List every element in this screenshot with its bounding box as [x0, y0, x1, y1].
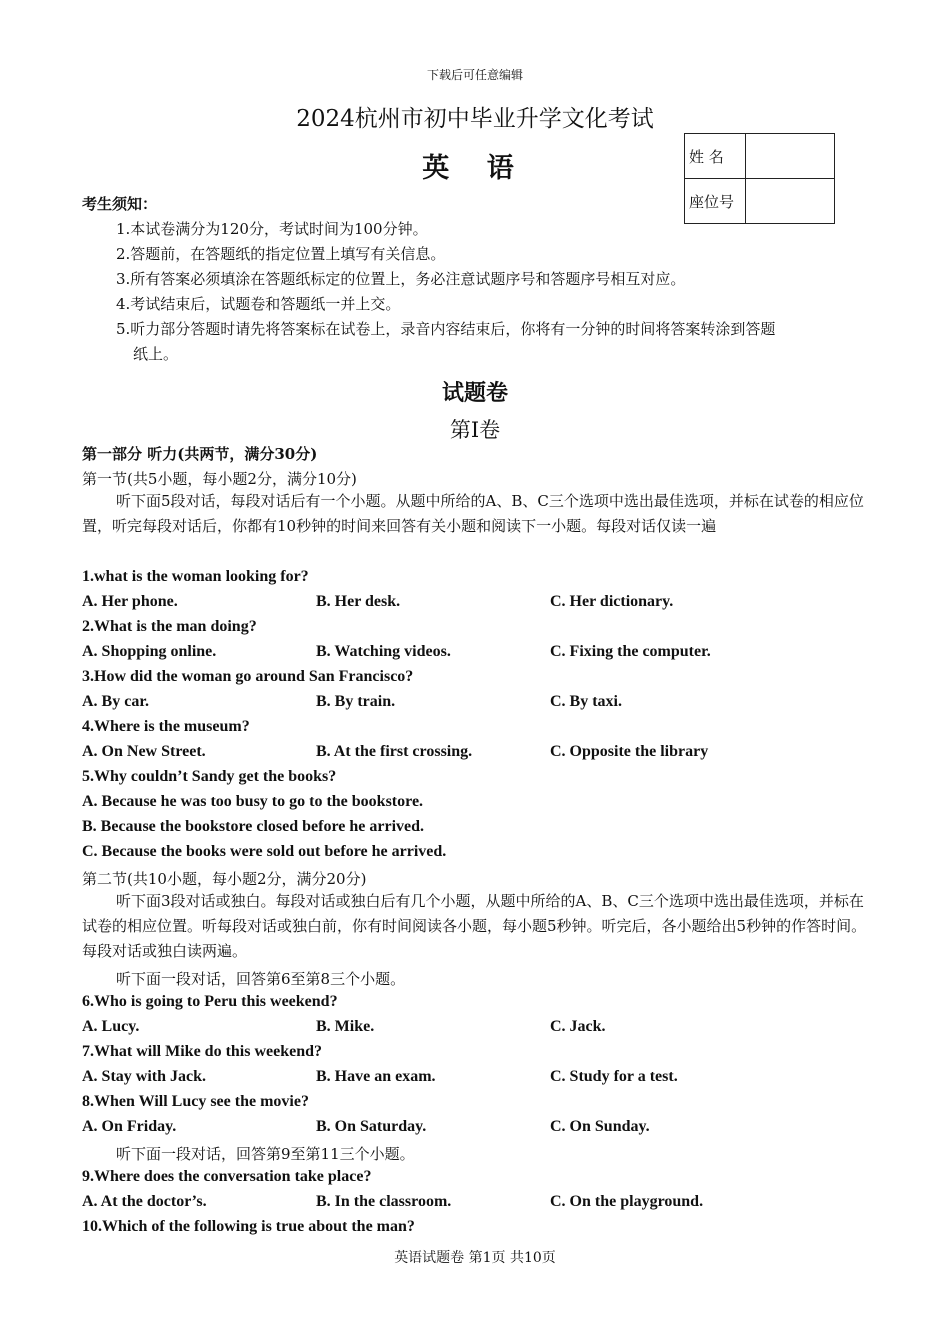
page-footer: 英语试题卷 第1页 共10页: [394, 1250, 556, 1266]
part1-heading: 第一部分 听力(共两节，满分30分): [82, 445, 318, 463]
option-c[interactable]: C. Jack.: [550, 1018, 606, 1035]
option-a[interactable]: A. By car.: [82, 693, 149, 710]
notice-item: 5.听力部分答题时请先将答案标在试卷上，录音内容结束后，你将有一分钟的时间将答案转涂到答题: [116, 320, 776, 338]
option-b[interactable]: B. Her desk.: [316, 593, 401, 610]
option-a[interactable]: A. Shopping online.: [82, 643, 217, 660]
notice-heading: 考生须知：: [82, 195, 158, 213]
option-c[interactable]: C. On the playground.: [550, 1193, 704, 1210]
question-6: 6.Who is going to Peru this weekend?: [82, 993, 338, 1010]
option-b[interactable]: B. In the classroom.: [316, 1193, 452, 1210]
option-b[interactable]: B. Watching videos.: [316, 643, 451, 660]
question-2: 2.What is the man doing?: [82, 618, 257, 635]
section2-heading: 第二节(共10小题，每小题2分，满分20分): [82, 870, 367, 888]
header-note: 下载后可任意编辑: [426, 68, 523, 82]
option-c[interactable]: C. On Sunday.: [550, 1118, 650, 1135]
exam-title: 2024杭州市初中毕业升学文化考试: [296, 106, 654, 132]
name-field[interactable]: [746, 134, 835, 179]
section1-instruction: 听下面5段对话，每段对话后有一个小题。从题中所给的A、B、C三个选项中选出最佳选项，并标在试卷的相应位置，听完每段对话后，你都有10秒钟的时间来回答有关小题和阅读下一小题。每段对话仅读一遍: [82, 492, 864, 535]
option-b[interactable]: B. Have an exam.: [316, 1068, 436, 1085]
question-8: 8.When Will Lucy see the movie?: [82, 1093, 309, 1110]
option-a[interactable]: A. Her phone.: [82, 593, 178, 610]
question-9: 9.Where does the conversation take place?: [82, 1168, 372, 1185]
question-10: 10.Which of the following is true about the man?: [82, 1218, 415, 1235]
option-a[interactable]: A. On Friday.: [82, 1118, 177, 1135]
section2-lead: 听下面一段对话，回答第6至第8三个小题。: [116, 970, 406, 988]
notice-item: 1.本试卷满分为120分，考试时间为100分钟。: [116, 220, 428, 238]
option-b[interactable]: B. By train.: [316, 693, 396, 710]
notice-item: 2.答题前，在答题纸的指定位置上填写有关信息。: [116, 245, 446, 263]
seat-field[interactable]: [746, 179, 835, 224]
notice-item: 3.所有答案必须填涂在答题纸标定的位置上，务必注意试题序号和答题序号相互对应。: [116, 270, 686, 288]
option-a[interactable]: A. At the doctor’s.: [82, 1193, 207, 1210]
option-b[interactable]: B. On Saturday.: [316, 1118, 427, 1135]
question-4: 4.Where is the museum?: [82, 718, 250, 735]
option-c[interactable]: C. Fixing the computer.: [550, 643, 711, 660]
option-c[interactable]: C. Her dictionary.: [550, 593, 674, 610]
subject-title: 英 语: [422, 153, 528, 184]
option-c[interactable]: C. Because the books were sold out before he arrived.: [82, 843, 447, 860]
name-label: 姓 名: [685, 134, 746, 179]
option-a[interactable]: A. On New Street.: [82, 743, 206, 760]
option-c[interactable]: C. Opposite the library: [550, 743, 709, 760]
section1-heading: 第一节(共5小题，每小题2分，满分10分): [82, 470, 357, 488]
section2-lead: 听下面一段对话，回答第9至第11三个小题。: [116, 1145, 415, 1163]
option-a[interactable]: A. Because he was too busy to go to the bookstore.: [82, 793, 424, 810]
volume-title: 第Ⅰ卷: [449, 418, 501, 442]
question-7: 7.What will Mike do this weekend?: [82, 1043, 323, 1060]
question-5: 5.Why couldn’t Sandy get the books?: [82, 768, 337, 785]
option-a[interactable]: A. Lucy.: [82, 1018, 140, 1035]
question-1: 1.what is the woman looking for?: [82, 568, 309, 585]
question-3: 3.How did the woman go around San Francisco?: [82, 668, 414, 685]
notice-item: 4.考试结束后，试题卷和答题纸一并上交。: [116, 295, 401, 313]
notice-item: 纸上。: [133, 345, 179, 363]
option-b[interactable]: B. Because the bookstore closed before he arrived.: [82, 818, 425, 835]
option-b[interactable]: B. At the first crossing.: [316, 743, 473, 760]
option-b[interactable]: B. Mike.: [316, 1018, 375, 1035]
paper-title: 试题卷: [441, 380, 508, 406]
option-a[interactable]: A. Stay with Jack.: [82, 1068, 207, 1085]
section2-instruction: 听下面3段对话或独白。每段对话或独白后有几个小题，从题中所给的A、B、C三个选项中选出最佳选项，并标在试卷的相应位置。听每段对话或独白前，你有时间阅读各小题，每小题5秒钟。听完后，各小题给出5秒钟的作答时间。每段对话或独白读两遍。: [82, 892, 867, 960]
option-c[interactable]: C. Study for a test.: [550, 1068, 678, 1085]
candidate-info-table: [684, 133, 835, 224]
seat-label: 座位号: [685, 179, 746, 224]
option-c[interactable]: C. By taxi.: [550, 693, 622, 710]
